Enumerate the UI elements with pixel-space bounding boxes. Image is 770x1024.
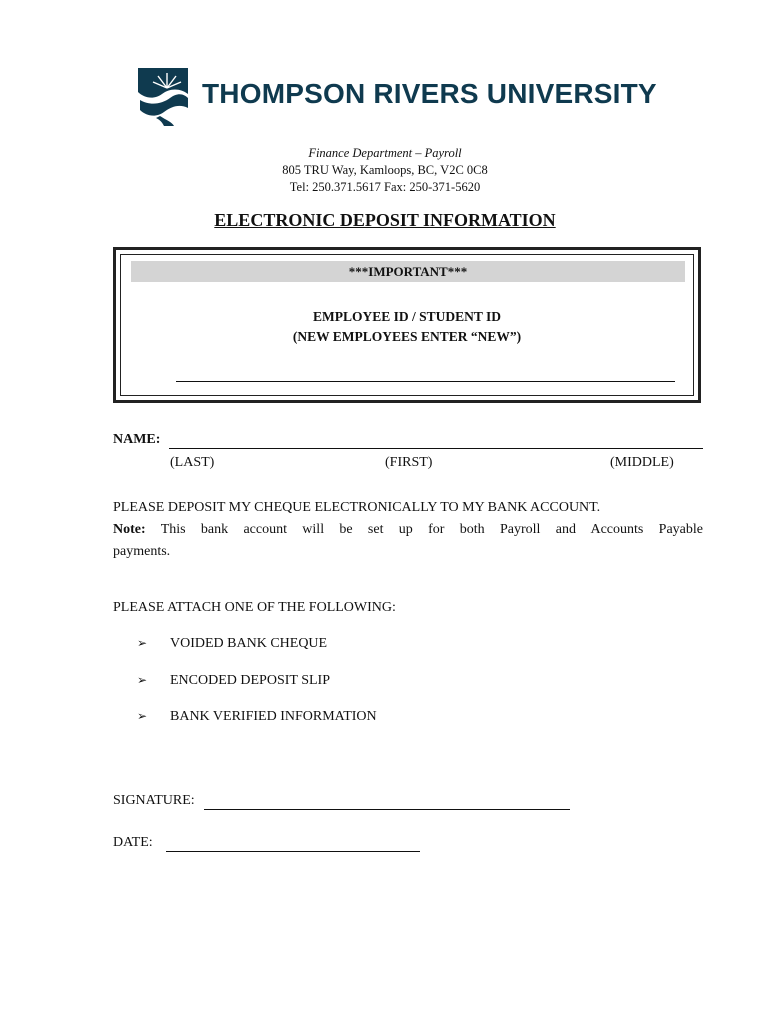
arrow-bullet-icon: ➢ bbox=[137, 673, 148, 687]
first-name-label: (FIRST) bbox=[385, 455, 433, 470]
employee-id-box bbox=[113, 247, 701, 403]
date-row bbox=[113, 835, 420, 852]
department-name: Finance Department – Payroll bbox=[308, 146, 462, 160]
date-field[interactable] bbox=[166, 835, 420, 852]
signature-field[interactable] bbox=[204, 793, 570, 810]
name-field[interactable] bbox=[169, 448, 703, 449]
attach-heading: PLEASE ATTACH ONE OF THE FOLLOWING: bbox=[113, 600, 396, 615]
arrow-bullet-icon: ➢ bbox=[137, 636, 148, 650]
attach-option-voided-cheque bbox=[137, 636, 327, 652]
document-title: ELECTRONIC DEPOSIT INFORMATION bbox=[214, 210, 556, 230]
important-banner: ***IMPORTANT*** bbox=[131, 261, 685, 282]
name-label: NAME: bbox=[113, 432, 161, 447]
middle-name-label: (MIDDLE) bbox=[610, 455, 674, 470]
last-name-label: (LAST) bbox=[170, 455, 215, 470]
new-employee-instruction: (NEW EMPLOYEES ENTER “NEW”) bbox=[292, 329, 522, 344]
phone-fax: Tel: 250.371.5617 Fax: 250-371-5620 bbox=[289, 180, 481, 194]
date-label: DATE: bbox=[113, 835, 153, 850]
attach-option-label: ENCODED DEPOSIT SLIP bbox=[170, 673, 330, 688]
employee-id-heading bbox=[121, 307, 693, 347]
employee-id-label: EMPLOYEE ID / STUDENT ID bbox=[312, 309, 502, 324]
attach-option-deposit-slip bbox=[137, 673, 330, 689]
deposit-statement-block bbox=[113, 497, 703, 563]
tru-emblem-icon bbox=[134, 64, 192, 126]
signature-row bbox=[113, 793, 570, 810]
note-continuation: payments. bbox=[113, 544, 171, 559]
signature-label: SIGNATURE: bbox=[113, 793, 195, 808]
university-logo bbox=[134, 64, 710, 126]
attach-option-bank-info bbox=[137, 709, 377, 725]
arrow-bullet-icon: ➢ bbox=[137, 709, 148, 723]
university-name: THOMPSON RIVERS UNIVERSITY bbox=[202, 78, 657, 109]
street-address: 805 TRU Way, Kamloops, BC, V2C 0C8 bbox=[282, 163, 488, 177]
name-row bbox=[113, 432, 703, 452]
note-line bbox=[113, 519, 703, 541]
note-label: Note: bbox=[113, 522, 146, 537]
employee-id-field[interactable] bbox=[176, 381, 675, 382]
attach-option-label: BANK VERIFIED INFORMATION bbox=[170, 709, 377, 724]
deposit-statement: PLEASE DEPOSIT MY CHEQUE ELECTRONICALLY TO MY BANK ACCOUNT. bbox=[113, 500, 601, 515]
note-text: This bank account will be set up for both Payroll and Accounts Payable bbox=[145, 522, 703, 537]
attach-option-label: VOIDED BANK CHEQUE bbox=[170, 636, 328, 651]
department-address-block bbox=[0, 145, 770, 196]
